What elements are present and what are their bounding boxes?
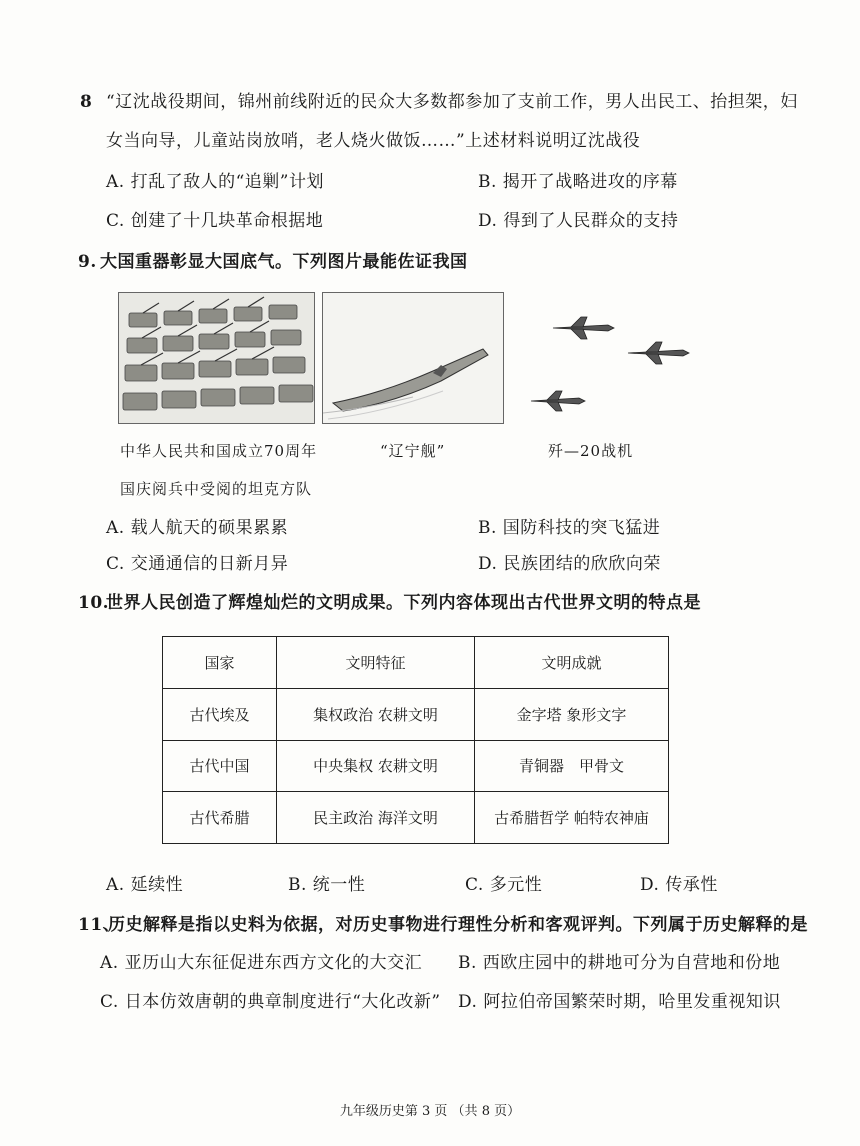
q8-stem-line2: 女当向导，儿童站岗放哨，老人烧火做饭……”上述材料说明辽沈战役 bbox=[106, 131, 641, 151]
q8-option-c[interactable]: C. 创建了十几块革命根据地 bbox=[106, 211, 324, 231]
table-row bbox=[163, 688, 669, 740]
q9-option-d[interactable]: D. 民族团结的欣欣向荣 bbox=[478, 554, 661, 574]
q9-option-a[interactable]: A. 载人航天的硕果累累 bbox=[106, 518, 289, 538]
q10-option-d[interactable]: D. 传承性 bbox=[640, 875, 718, 895]
tank-parade-image bbox=[118, 292, 315, 424]
q9-stem: 大国重器彰显大国底气。下列图片最能佐证我国 bbox=[100, 252, 468, 272]
q11-stem: 历史解释是指以史料为依据，对历史事物进行理性分析和客观评判。下列属于历史解释的是 bbox=[108, 915, 808, 935]
q11-option-c[interactable]: C. 日本仿效唐朝的典章制度进行“大化改新” bbox=[100, 992, 441, 1012]
q11-option-d[interactable]: D. 阿拉伯帝国繁荣时期，哈里发重视知识 bbox=[458, 992, 781, 1012]
jets-caption: 歼—20战机 bbox=[548, 442, 634, 460]
q10-number: 10. bbox=[78, 593, 110, 613]
table-cell: 古代埃及 bbox=[163, 688, 277, 740]
q11-number: 11、 bbox=[78, 915, 121, 935]
j20-jets-image bbox=[512, 292, 692, 424]
table-header-achievements: 文明成就 bbox=[475, 637, 669, 689]
table-cell: 青铜器 甲骨文 bbox=[475, 740, 669, 792]
q11-option-b[interactable]: B. 西欧庄园中的耕地可分为自营地和份地 bbox=[458, 953, 781, 973]
q8-number: 8 bbox=[80, 92, 93, 112]
table-row bbox=[163, 792, 669, 844]
table-cell: 中央集权 农耕文明 bbox=[277, 740, 475, 792]
table-header-row bbox=[163, 637, 669, 689]
aircraft-carrier-image bbox=[322, 292, 504, 424]
page-footer: 九年级历史第 3 页 （共 8 页） bbox=[339, 1104, 521, 1119]
q8-option-b[interactable]: B. 揭开了战略进攻的序幕 bbox=[478, 172, 678, 192]
table-cell: 古代中国 bbox=[163, 740, 277, 792]
table-cell: 民主政治 海洋文明 bbox=[277, 792, 475, 844]
q8-option-d[interactable]: D. 得到了人民群众的支持 bbox=[478, 211, 679, 231]
tank-caption-line2: 国庆阅兵中受阅的坦克方队 bbox=[120, 480, 313, 498]
table-cell: 古代希腊 bbox=[163, 792, 277, 844]
table-cell: 集权政治 农耕文明 bbox=[277, 688, 475, 740]
q9-option-b[interactable]: B. 国防科技的突飞猛进 bbox=[478, 518, 661, 538]
q8-option-a[interactable]: A. 打乱了敌人的“追剿”计划 bbox=[106, 172, 324, 192]
q8-stem-line1: “辽沈战役期间，锦州前线附近的民众大多数都参加了支前工作，男人出民工、抬担架，妇 bbox=[106, 92, 798, 112]
carrier-caption: “辽宁舰” bbox=[380, 442, 446, 460]
q11-option-a[interactable]: A. 亚历山大东征促进东西方文化的大交汇 bbox=[100, 953, 423, 973]
civilization-table bbox=[162, 636, 669, 844]
q10-option-c[interactable]: C. 多元性 bbox=[465, 875, 543, 895]
table-header-country: 国家 bbox=[163, 637, 277, 689]
q10-option-a[interactable]: A. 延续性 bbox=[106, 875, 184, 895]
q9-option-c[interactable]: C. 交通通信的日新月异 bbox=[106, 554, 289, 574]
table-cell: 古希腊哲学 帕特农神庙 bbox=[475, 792, 669, 844]
tank-caption-line1: 中华人民共和国成立70周年 bbox=[120, 442, 318, 460]
table-header-features: 文明特征 bbox=[277, 637, 475, 689]
q10-option-b[interactable]: B. 统一性 bbox=[288, 875, 366, 895]
q10-stem: 世界人民创造了辉煌灿烂的文明成果。下列内容体现出古代世界文明的特点是 bbox=[106, 593, 701, 613]
table-cell: 金字塔 象形文字 bbox=[475, 688, 669, 740]
table-row bbox=[163, 740, 669, 792]
q9-number: 9. bbox=[78, 252, 97, 272]
